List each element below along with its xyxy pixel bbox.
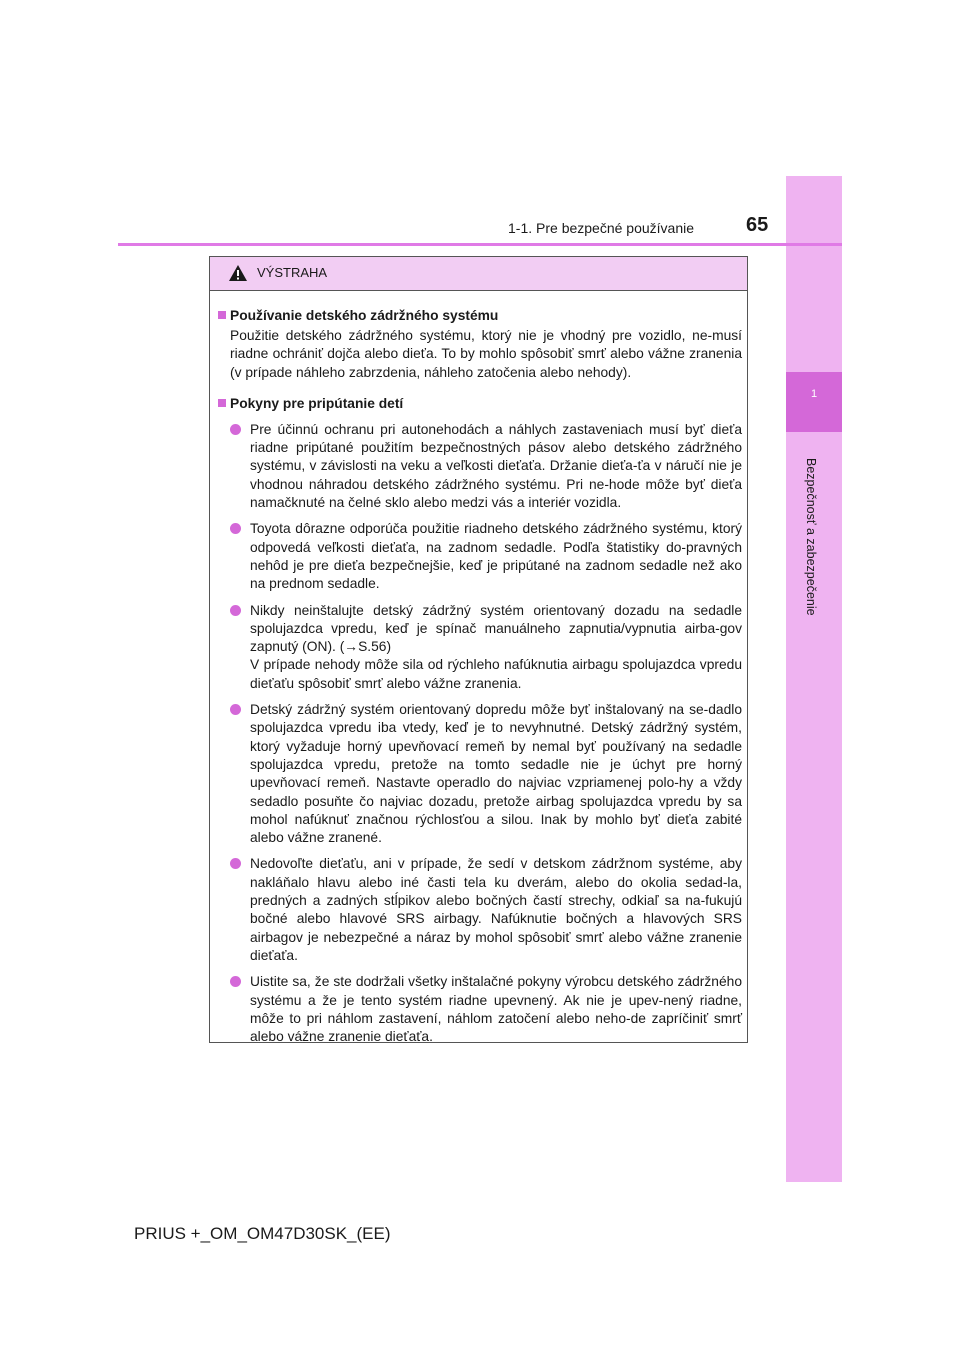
list-item [218,973,742,1046]
list-item [218,701,742,847]
page-number: 65 [746,214,769,236]
chapter-side-tab [786,176,842,1182]
chapter-number: 1 [810,388,818,400]
list-item-text: Detský zádržný systém orientovaný dopredu môže byť inštalovaný na se-dadlo spolujazdca vpredu iba vtedy, keď je to nevyhnutné. Detský zádržný systém, ktorý vyžaduje horný upevňovací remeň by nemal byť používaný na sedadle spolujazdca vpredu, pretože na tomto sedadle nie je úchyt pre horný upevňovací remeň. Nastavte operadlo do najviac vzpriamenej polo-hy a vždy sedadlo posuňte čo najviac dozadu, pretože airbag spolujazdca vpredu by sa mohol nafúknuť značnou rýchlosťou a silou. Inak by mohlo byť dieťa zabité alebo vážne zranené. [250,702,742,846]
list-item [218,602,742,693]
list-item [218,855,742,965]
section-title-text: Pokyny pre pripútanie detí [230,395,404,411]
chapter-number-tab [786,372,842,432]
warning-triangle-icon [228,264,248,282]
circle-bullet-icon [230,605,241,616]
section-heading: 1-1. Pre bezpečné používanie [508,220,695,236]
list-item [218,520,742,593]
list-item-text: Nikdy neinštalujte detský zádržný systém orientovaný dozadu na sedadle spolujazdca vpredu, keď je spínač manuálneho zapnutia/vypnutia airba-gov zapnutý (ON). (→S.56) V prípade nehody môže sila od rýchleho nafúknutia airbagu spolujazdca vpredu dieťaťu spôsobiť smrť alebo vážne zranenia. [250,602,742,691]
square-bullet-icon [218,311,226,319]
section-title-text: Používanie detského zádržného systému [230,308,499,323]
circle-bullet-icon [230,858,241,869]
square-bullet-icon [218,399,226,407]
chapter-title: Bezpečnosť a zabezpečenie [804,458,818,616]
warning-box [209,256,748,1043]
circle-bullet-icon [230,704,241,715]
circle-bullet-icon [230,523,241,534]
section-title [218,394,742,413]
list-item [218,421,742,512]
list-item-text: Toyota dôrazne odporúča použitie riadneho detského zádržného systému, ktorý odpovedá veľkosti dieťaťa, na zadnom sedadle. Podľa štatistiky do-pravných nehôd je pre dieťa bezpečnejšie, keď je pripútané na zadnom sedadle než ako na prednom sedadle. [250,521,742,592]
circle-bullet-icon [230,976,241,987]
section-paragraph: Použitie detského zádržného systému, ktorý nie je vhodný pre vozidlo, ne-musí riadne ochrániť dojča alebo dieťa. To by mohlo spôsobiť smrť alebo vážne zranenia (v prípade náhleho zabrzdenia, náhleho zatočenia alebo nehody). [230,328,742,380]
document-id: PRIUS +_OM_OM47D30SK_(EE) [134,1224,391,1243]
circle-bullet-icon [230,424,241,435]
warning-title: VÝSTRAHA [257,265,328,280]
section-title [218,306,742,325]
list-item-text: Pre účinnú ochranu pri autonehodách a náhlych zastaveniach musí byť dieťa riadne pripútané použitím bezpečnostných pásov alebo detského zádržného systému, v závislosti na veku a veľkosti dieťaťa. Držanie dieťa-ťa v náručí nie je vhodnou náhradou detského zádržného systému. Pri ne-hode môže byť dieťa namačknuté na čelné sklo alebo medzi vás a interiér vozidla. [250,421,742,511]
list-item-text: Nedovoľte dieťaťu, ani v prípade, že sedí v detskom zádržnom systéme, aby nakláňalo hlavu alebo iné časti tela ku dverám, alebo do okolia sedad-la, predných a zadných stĺpikov alebo bočných častí strechy, odkiaľ sa na-fukujú bočné alebo hlavové SRS airbagy. Nafúknutie bočných a hlavových SRS airbagov je nebezpečné a náraz by mohol spôsobiť smrť alebo vážne zranenie dieťaťa. [250,856,742,963]
list-item-text: Uistite sa, že ste dodržali všetky inštalačné pokyny výrobcu detského zádržného systému a že je tento systém riadne upevnený. Ak nie je upev-nený riadne, môže to pri náhlom zastavení, náhlom zatočení alebo neho-de zapríčiniť smrť alebo vážne zranenie dieťaťa. [250,974,742,1045]
warning-body [210,291,747,1046]
header-rule [118,243,842,246]
warning-header [210,257,747,291]
